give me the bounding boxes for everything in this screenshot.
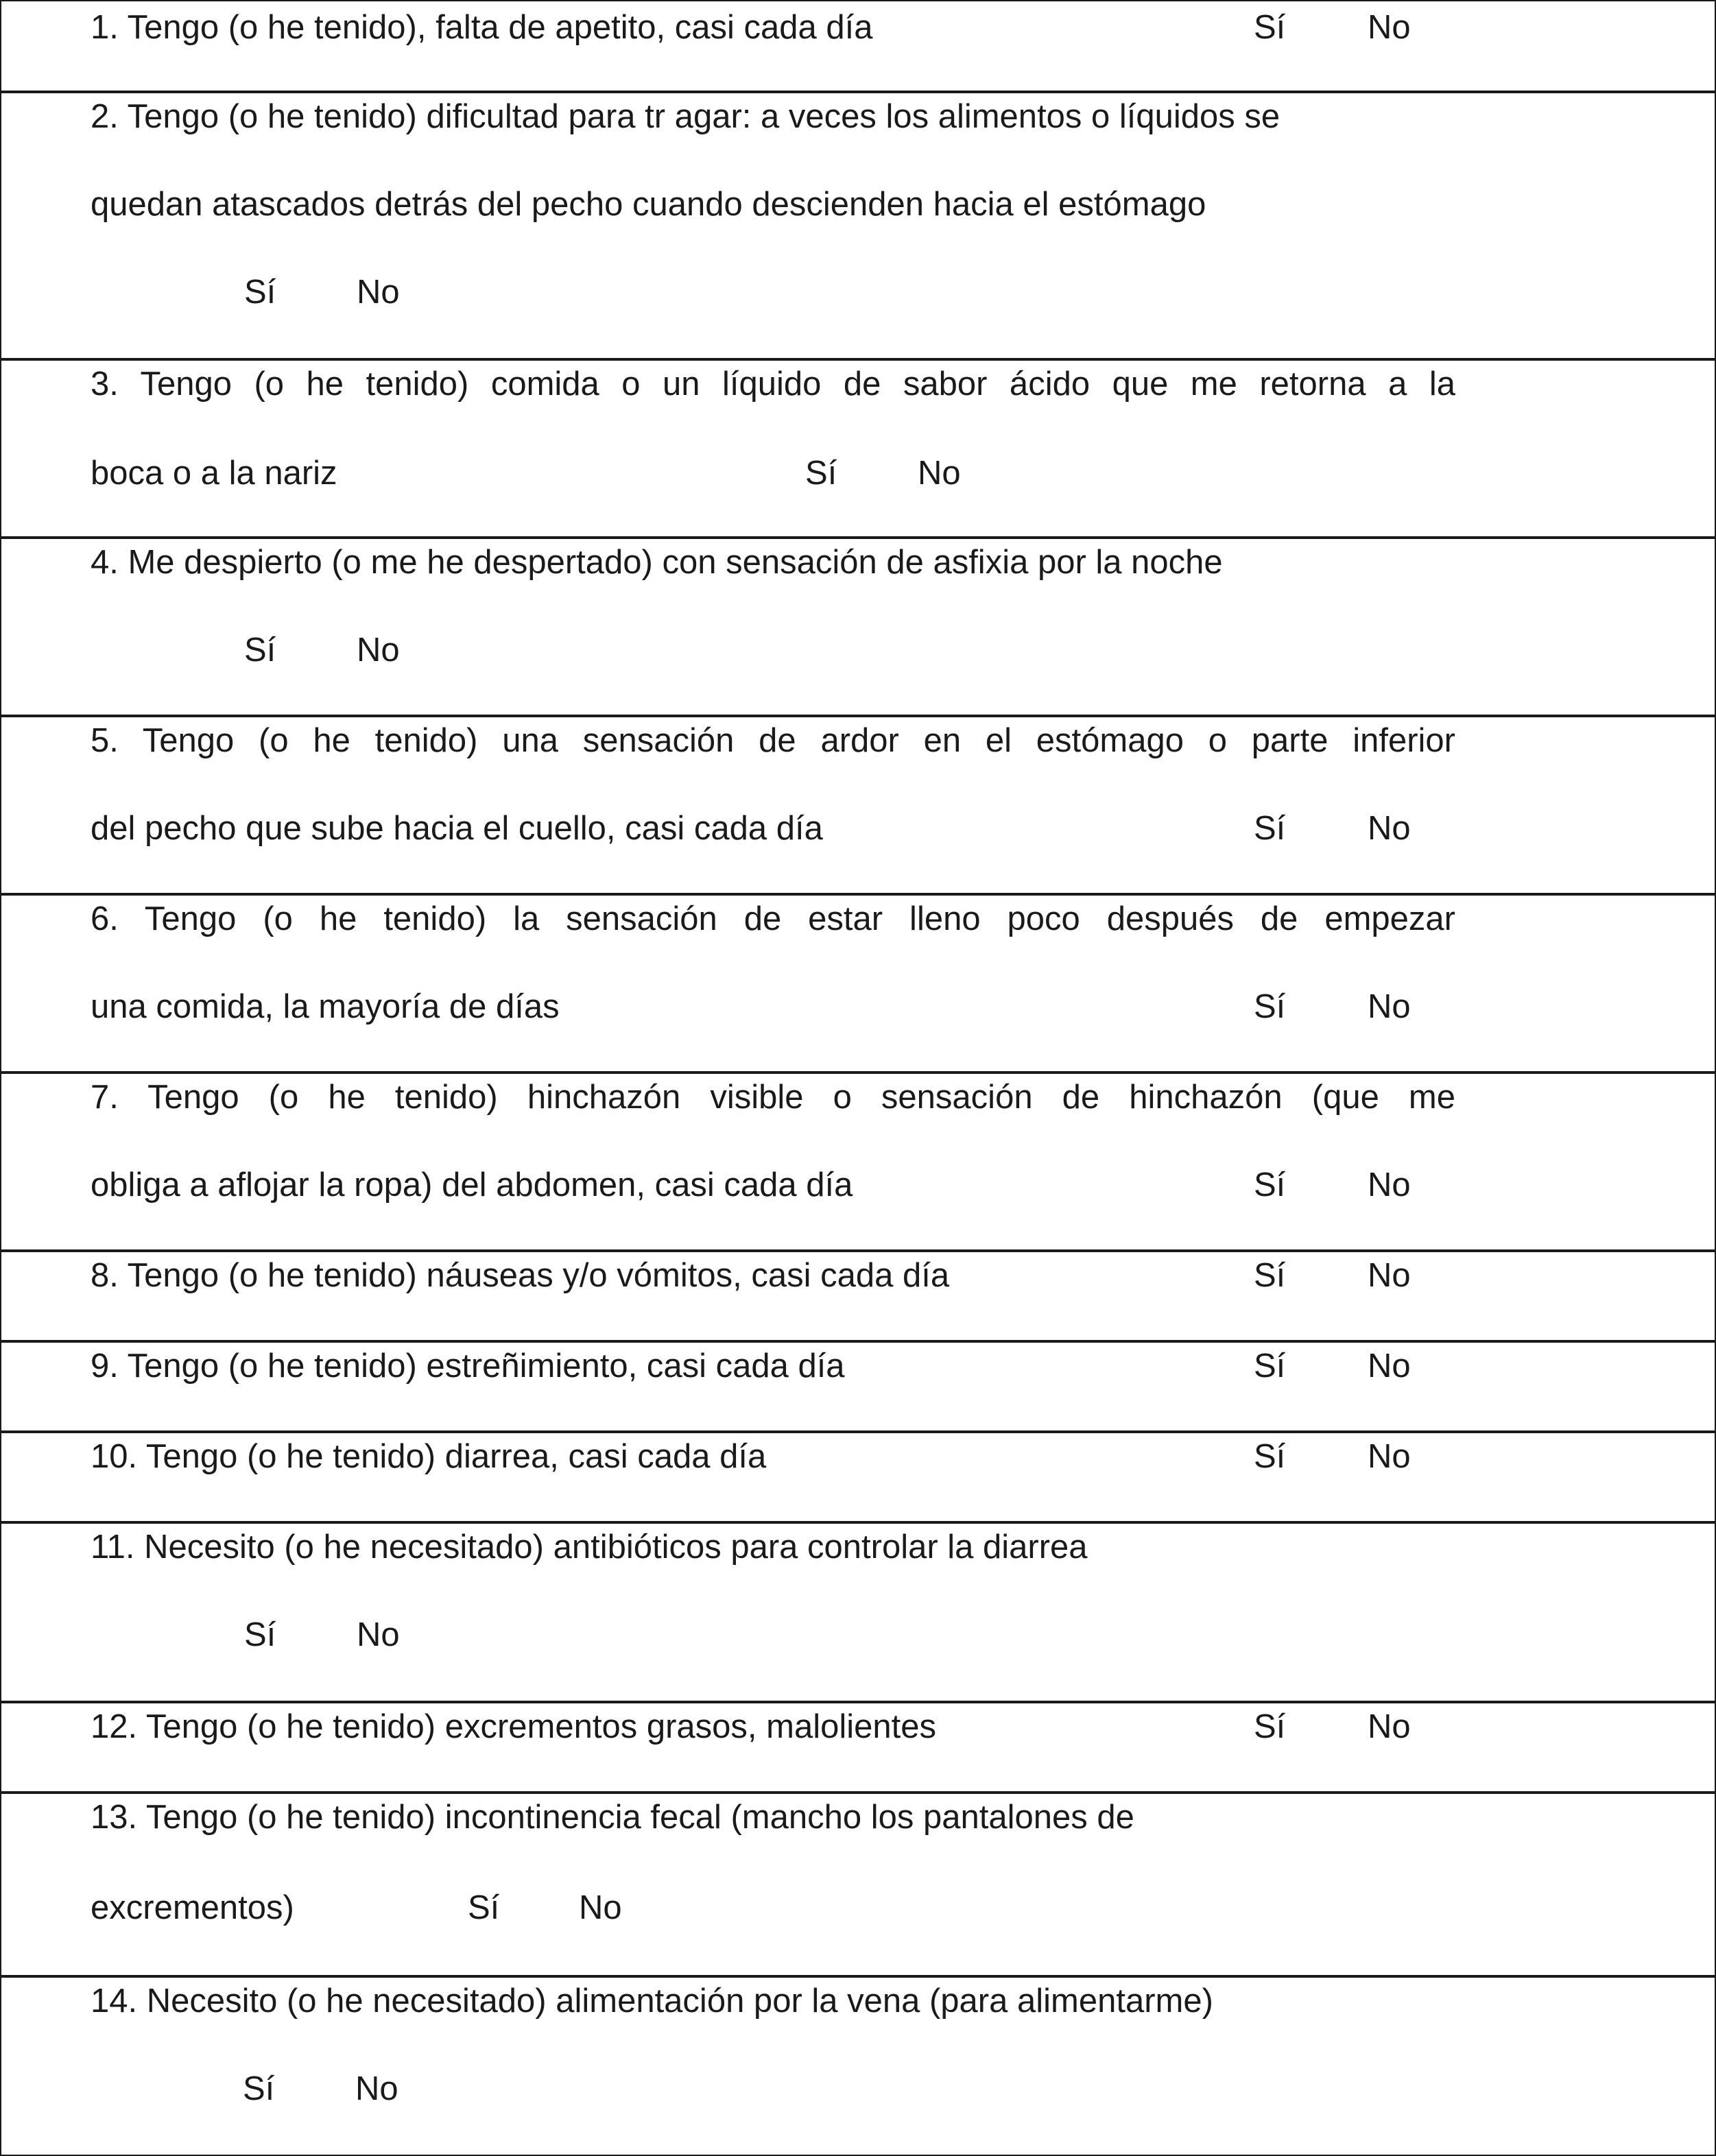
question-row-3 (1, 361, 1715, 539)
question-text: 1. Tengo (o he tenido), falta de apetito, casi cada día (91, 9, 873, 46)
question-row-13 (1, 1794, 1715, 1978)
no-option[interactable]: No (579, 1889, 622, 1926)
question-text: 8. Tengo (o he tenido) náuseas y/o vómitos, casi cada día (91, 1257, 950, 1294)
question-row-4 (1, 539, 1715, 717)
yes-option[interactable]: Sí (244, 1616, 276, 1653)
yes-option[interactable]: Sí (1254, 1166, 1286, 1203)
question-row-2 (1, 93, 1715, 361)
no-option[interactable]: No (355, 2070, 398, 2107)
yes-option[interactable]: Sí (805, 455, 837, 492)
yes-option[interactable]: Sí (244, 632, 276, 669)
question-text: excrementos) (91, 1889, 294, 1926)
question-row-12 (1, 1703, 1715, 1794)
question-row-10 (1, 1433, 1715, 1524)
no-option[interactable]: No (1368, 1708, 1411, 1745)
yes-option[interactable]: Sí (468, 1889, 500, 1926)
no-option[interactable]: No (918, 455, 961, 492)
question-text: 12. Tengo (o he tenido) excrementos grasos, malolientes (91, 1708, 936, 1745)
yes-option[interactable]: Sí (1254, 1708, 1286, 1745)
no-option[interactable]: No (1368, 1348, 1411, 1385)
question-row-8 (1, 1252, 1715, 1343)
no-option[interactable]: No (357, 1616, 400, 1653)
no-option[interactable]: No (1368, 1257, 1411, 1294)
no-option[interactable]: No (357, 632, 400, 669)
no-option[interactable]: No (1368, 9, 1411, 46)
yes-option[interactable]: Sí (1254, 810, 1286, 847)
question-text: 3. Tengo (o he tenido) comida o un líquido de sabor ácido que me retorna a la (91, 366, 1455, 403)
question-row-1 (1, 1, 1715, 93)
no-option[interactable]: No (1368, 1166, 1411, 1203)
question-row-6 (1, 896, 1715, 1074)
question-text: 7. Tengo (o he tenido) hinchazón visible o sensación de hinchazón (que me (91, 1079, 1455, 1116)
question-text: quedan atascados detrás del pecho cuando descienden hacia el estómago (91, 186, 1206, 223)
question-text: 13. Tengo (o he tenido) incontinencia fecal (mancho los pantalones de (91, 1799, 1134, 1836)
question-row-5 (1, 717, 1715, 896)
question-row-9 (1, 1343, 1715, 1433)
yes-option[interactable]: Sí (1254, 1438, 1286, 1475)
question-text: 2. Tengo (o he tenido) dificultad para tr agar: a veces los alimentos o líquidos se (91, 98, 1280, 135)
yes-option[interactable]: Sí (243, 2070, 275, 2107)
yes-option[interactable]: Sí (1254, 988, 1286, 1025)
yes-option[interactable]: Sí (1254, 1348, 1286, 1385)
question-text: 9. Tengo (o he tenido) estreñimiento, casi cada día (91, 1348, 845, 1385)
question-text: 14. Necesito (o he necesitado) alimentación por la vena (para alimentarme) (91, 1983, 1213, 2020)
question-text: 10. Tengo (o he tenido) diarrea, casi cada día (91, 1438, 767, 1475)
question-row-11 (1, 1524, 1715, 1703)
no-option[interactable]: No (1368, 988, 1411, 1025)
question-text: una comida, la mayoría de días (91, 988, 560, 1025)
no-option[interactable]: No (1368, 810, 1411, 847)
question-row-7 (1, 1074, 1715, 1252)
question-text: 11. Necesito (o he necesitado) antibióticos para controlar la diarrea (91, 1529, 1088, 1566)
question-text: 5. Tengo (o he tenido) una sensación de ardor en el estómago o parte inferior (91, 722, 1455, 759)
yes-option[interactable]: Sí (244, 274, 276, 311)
question-text: obliga a aflojar la ropa) del abdomen, casi cada día (91, 1166, 853, 1203)
yes-option[interactable]: Sí (1254, 9, 1286, 46)
no-option[interactable]: No (357, 274, 400, 311)
yes-option[interactable]: Sí (1254, 1257, 1286, 1294)
question-text: 4. Me despierto (o me he despertado) con sensación de asfixia por la noche (91, 544, 1223, 581)
no-option[interactable]: No (1368, 1438, 1411, 1475)
question-row-14 (1, 1978, 1715, 2155)
question-text: del pecho que sube hacia el cuello, casi cada día (91, 810, 823, 847)
question-text: boca o a la nariz (91, 455, 337, 492)
question-text: 6. Tengo (o he tenido) la sensación de estar lleno poco después de empezar (91, 900, 1455, 937)
